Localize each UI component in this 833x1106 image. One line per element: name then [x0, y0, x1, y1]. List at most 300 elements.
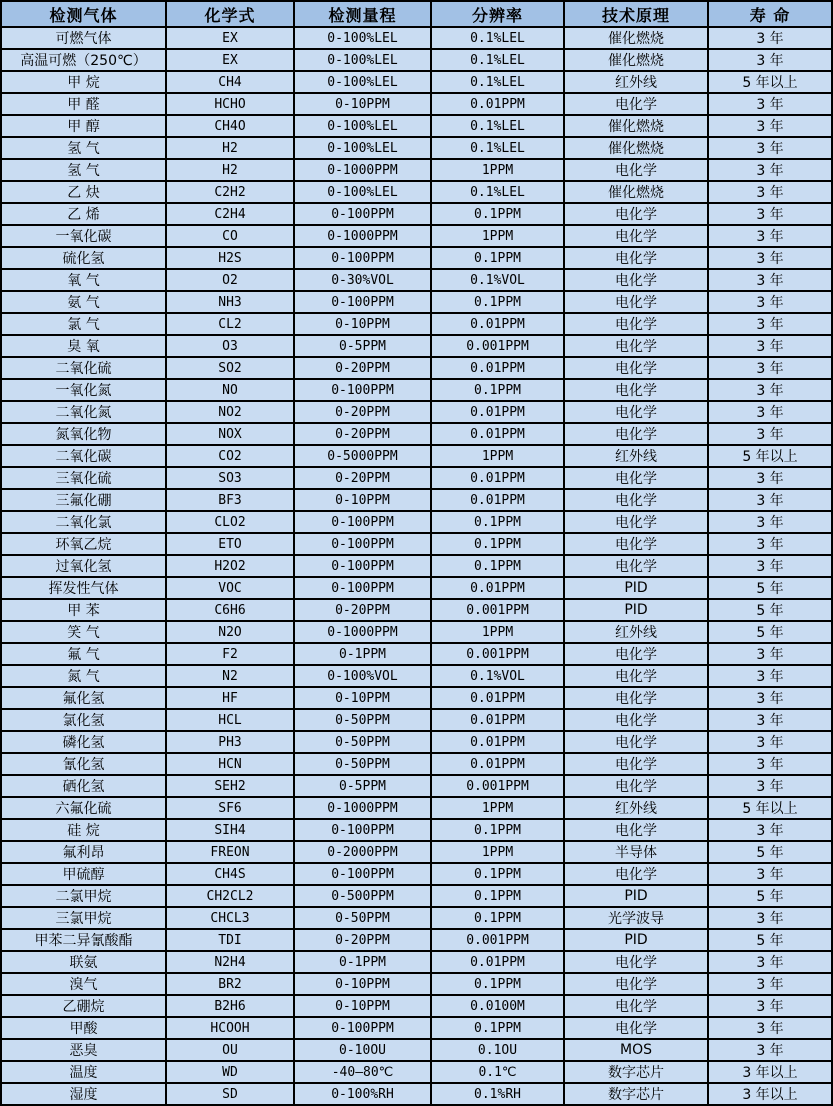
lifespan-cell: 3 年: [708, 533, 832, 555]
table-row: [1, 1083, 832, 1105]
lifespan-cell: 3 年: [708, 907, 832, 929]
resolution-cell: 0.01PPM: [431, 423, 564, 445]
principle-cell: 催化燃烧: [564, 137, 708, 159]
resolution-cell: 0.1PPM: [431, 203, 564, 225]
gas-name-cell: 二氧化硫: [1, 357, 166, 379]
range-cell: 0-50PPM: [294, 907, 431, 929]
resolution-cell: 0.001PPM: [431, 929, 564, 951]
table-row: [1, 357, 832, 379]
table-row: [1, 269, 832, 291]
principle-cell: 电化学: [564, 379, 708, 401]
principle-cell: 电化学: [564, 643, 708, 665]
gas-name-cell: 二氯甲烷: [1, 885, 166, 907]
principle-cell: 电化学: [564, 489, 708, 511]
table-row: [1, 907, 832, 929]
formula-cell: SO2: [166, 357, 294, 379]
principle-cell: 电化学: [564, 533, 708, 555]
lifespan-cell: 3 年: [708, 709, 832, 731]
gas-name-cell: 一氧化氮: [1, 379, 166, 401]
gas-name-cell: 联氨: [1, 951, 166, 973]
principle-cell: 数字芯片: [564, 1083, 708, 1105]
principle-cell: 催化燃烧: [564, 115, 708, 137]
principle-cell: 电化学: [564, 291, 708, 313]
resolution-cell: 0.01PPM: [431, 951, 564, 973]
table-row: [1, 445, 832, 467]
resolution-cell: 0.1%VOL: [431, 269, 564, 291]
lifespan-cell: 3 年: [708, 291, 832, 313]
lifespan-cell: 3 年以上: [708, 1083, 832, 1105]
gas-name-cell: 磷化氢: [1, 731, 166, 753]
resolution-cell: 0.1PPM: [431, 973, 564, 995]
resolution-cell: 0.1%LEL: [431, 137, 564, 159]
formula-cell: NO: [166, 379, 294, 401]
table-row: [1, 555, 832, 577]
lifespan-cell: 3 年: [708, 731, 832, 753]
range-cell: 0-5PPM: [294, 335, 431, 357]
range-cell: -40—80℃: [294, 1061, 431, 1083]
gas-name-cell: 三氧化硫: [1, 467, 166, 489]
table-row: [1, 863, 832, 885]
lifespan-cell: 3 年: [708, 973, 832, 995]
principle-cell: 电化学: [564, 775, 708, 797]
principle-cell: 电化学: [564, 93, 708, 115]
formula-cell: HCL: [166, 709, 294, 731]
resolution-cell: 0.01PPM: [431, 577, 564, 599]
range-cell: 0-50PPM: [294, 709, 431, 731]
resolution-cell: 0.1%LEL: [431, 115, 564, 137]
gas-name-cell: 硅 烷: [1, 819, 166, 841]
table-row: [1, 665, 832, 687]
principle-cell: 电化学: [564, 753, 708, 775]
range-cell: 0-1000PPM: [294, 621, 431, 643]
formula-cell: C2H4: [166, 203, 294, 225]
resolution-cell: 1PPM: [431, 797, 564, 819]
header-formula: 化学式: [166, 1, 294, 27]
resolution-cell: 0.0100M: [431, 995, 564, 1017]
header-resolution: 分辨率: [431, 1, 564, 27]
resolution-cell: 0.01PPM: [431, 731, 564, 753]
range-cell: 0-10PPM: [294, 973, 431, 995]
principle-cell: 电化学: [564, 247, 708, 269]
resolution-cell: 0.1PPM: [431, 863, 564, 885]
resolution-cell: 0.1%VOL: [431, 665, 564, 687]
lifespan-cell: 3 年: [708, 159, 832, 181]
range-cell: 0-10PPM: [294, 489, 431, 511]
formula-cell: SIH4: [166, 819, 294, 841]
principle-cell: 电化学: [564, 423, 708, 445]
gas-name-cell: 氨 气: [1, 291, 166, 313]
principle-cell: 红外线: [564, 621, 708, 643]
lifespan-cell: 5 年以上: [708, 71, 832, 93]
resolution-cell: 0.1PPM: [431, 511, 564, 533]
principle-cell: 电化学: [564, 159, 708, 181]
gas-name-cell: 氟化氢: [1, 687, 166, 709]
gas-name-cell: 甲硫醇: [1, 863, 166, 885]
lifespan-cell: 3 年: [708, 555, 832, 577]
formula-cell: C2H2: [166, 181, 294, 203]
lifespan-cell: 3 年: [708, 1017, 832, 1039]
resolution-cell: 1PPM: [431, 225, 564, 247]
formula-cell: FREON: [166, 841, 294, 863]
range-cell: 0-100PPM: [294, 291, 431, 313]
gas-name-cell: 溴气: [1, 973, 166, 995]
lifespan-cell: 3 年: [708, 511, 832, 533]
lifespan-cell: 5 年: [708, 577, 832, 599]
lifespan-cell: 3 年: [708, 423, 832, 445]
table-row: [1, 951, 832, 973]
table-row: [1, 775, 832, 797]
resolution-cell: 0.1PPM: [431, 819, 564, 841]
resolution-cell: 0.1PPM: [431, 555, 564, 577]
resolution-cell: 0.1PPM: [431, 533, 564, 555]
table-row: [1, 203, 832, 225]
principle-cell: 电化学: [564, 995, 708, 1017]
principle-cell: 电化学: [564, 973, 708, 995]
principle-cell: PID: [564, 599, 708, 621]
range-cell: 0-20PPM: [294, 357, 431, 379]
resolution-cell: 1PPM: [431, 159, 564, 181]
resolution-cell: 0.01PPM: [431, 357, 564, 379]
table-row: [1, 995, 832, 1017]
table-row: [1, 885, 832, 907]
range-cell: 0-10PPM: [294, 687, 431, 709]
principle-cell: 电化学: [564, 335, 708, 357]
table-row: [1, 841, 832, 863]
lifespan-cell: 3 年: [708, 225, 832, 247]
range-cell: 0-10PPM: [294, 93, 431, 115]
gas-name-cell: 甲酸: [1, 1017, 166, 1039]
gas-name-cell: 氢 气: [1, 137, 166, 159]
range-cell: 0-100%LEL: [294, 137, 431, 159]
resolution-cell: 0.001PPM: [431, 599, 564, 621]
formula-cell: N2H4: [166, 951, 294, 973]
table-row: [1, 1061, 832, 1083]
formula-cell: O3: [166, 335, 294, 357]
resolution-cell: 0.01PPM: [431, 93, 564, 115]
gas-name-cell: 氟利昂: [1, 841, 166, 863]
resolution-cell: 1PPM: [431, 445, 564, 467]
formula-cell: NH3: [166, 291, 294, 313]
range-cell: 0-50PPM: [294, 731, 431, 753]
range-cell: 0-5PPM: [294, 775, 431, 797]
gas-name-cell: 氰化氢: [1, 753, 166, 775]
gas-name-cell: 温度: [1, 1061, 166, 1083]
header-row: [1, 1, 832, 27]
lifespan-cell: 5 年以上: [708, 797, 832, 819]
resolution-cell: 0.01PPM: [431, 401, 564, 423]
formula-cell: H2: [166, 137, 294, 159]
lifespan-cell: 3 年: [708, 269, 832, 291]
formula-cell: BR2: [166, 973, 294, 995]
range-cell: 0-30%VOL: [294, 269, 431, 291]
range-cell: 0-2000PPM: [294, 841, 431, 863]
formula-cell: H2: [166, 159, 294, 181]
range-cell: 0-20PPM: [294, 423, 431, 445]
formula-cell: WD: [166, 1061, 294, 1083]
gas-name-cell: 氮 气: [1, 665, 166, 687]
range-cell: 0-1PPM: [294, 951, 431, 973]
resolution-cell: 1PPM: [431, 621, 564, 643]
range-cell: 0-10PPM: [294, 313, 431, 335]
principle-cell: 电化学: [564, 401, 708, 423]
formula-cell: CH2CL2: [166, 885, 294, 907]
lifespan-cell: 3 年: [708, 181, 832, 203]
gas-name-cell: 恶臭: [1, 1039, 166, 1061]
resolution-cell: 0.1%LEL: [431, 49, 564, 71]
gas-name-cell: 氮氧化物: [1, 423, 166, 445]
principle-cell: 催化燃烧: [564, 49, 708, 71]
formula-cell: CH4S: [166, 863, 294, 885]
formula-cell: EX: [166, 49, 294, 71]
range-cell: 0-100PPM: [294, 379, 431, 401]
range-cell: 0-100%LEL: [294, 71, 431, 93]
range-cell: 0-100PPM: [294, 577, 431, 599]
resolution-cell: 0.1PPM: [431, 885, 564, 907]
resolution-cell: 0.1PPM: [431, 907, 564, 929]
header-principle: 技术原理: [564, 1, 708, 27]
range-cell: 0-10OU: [294, 1039, 431, 1061]
formula-cell: H2S: [166, 247, 294, 269]
resolution-cell: 0.1PPM: [431, 247, 564, 269]
formula-cell: H2O2: [166, 555, 294, 577]
gas-name-cell: 二氧化氯: [1, 511, 166, 533]
principle-cell: 电化学: [564, 555, 708, 577]
lifespan-cell: 5 年: [708, 599, 832, 621]
range-cell: 0-20PPM: [294, 401, 431, 423]
formula-cell: SD: [166, 1083, 294, 1105]
principle-cell: 数字芯片: [564, 1061, 708, 1083]
formula-cell: NO2: [166, 401, 294, 423]
range-cell: 0-100%LEL: [294, 181, 431, 203]
principle-cell: 电化学: [564, 665, 708, 687]
lifespan-cell: 3 年: [708, 863, 832, 885]
table-row: [1, 599, 832, 621]
principle-cell: 电化学: [564, 731, 708, 753]
range-cell: 0-1000PPM: [294, 159, 431, 181]
principle-cell: PID: [564, 885, 708, 907]
gas-name-cell: 硒化氢: [1, 775, 166, 797]
range-cell: 0-100%LEL: [294, 27, 431, 49]
formula-cell: HCHO: [166, 93, 294, 115]
gas-name-cell: 六氟化硫: [1, 797, 166, 819]
range-cell: 0-20PPM: [294, 929, 431, 951]
formula-cell: SF6: [166, 797, 294, 819]
table-row: [1, 511, 832, 533]
gas-name-cell: 一氧化碳: [1, 225, 166, 247]
lifespan-cell: 3 年: [708, 27, 832, 49]
gas-name-cell: 甲 醛: [1, 93, 166, 115]
lifespan-cell: 3 年以上: [708, 1061, 832, 1083]
formula-cell: NOX: [166, 423, 294, 445]
resolution-cell: 0.1%LEL: [431, 71, 564, 93]
principle-cell: 电化学: [564, 819, 708, 841]
principle-cell: 光学波导: [564, 907, 708, 929]
lifespan-cell: 5 年: [708, 621, 832, 643]
range-cell: 0-100PPM: [294, 247, 431, 269]
table-row: [1, 973, 832, 995]
range-cell: 0-100%VOL: [294, 665, 431, 687]
resolution-cell: 0.01PPM: [431, 709, 564, 731]
lifespan-cell: 3 年: [708, 137, 832, 159]
principle-cell: PID: [564, 577, 708, 599]
formula-cell: PH3: [166, 731, 294, 753]
principle-cell: 红外线: [564, 71, 708, 93]
header-lifespan: 寿 命: [708, 1, 832, 27]
resolution-cell: 0.1%LEL: [431, 27, 564, 49]
principle-cell: 催化燃烧: [564, 181, 708, 203]
table-row: [1, 379, 832, 401]
table-row: [1, 687, 832, 709]
principle-cell: 电化学: [564, 269, 708, 291]
lifespan-cell: 5 年: [708, 929, 832, 951]
table-row: [1, 731, 832, 753]
gas-name-cell: 氟 气: [1, 643, 166, 665]
principle-cell: 红外线: [564, 797, 708, 819]
table-row: [1, 335, 832, 357]
principle-cell: 电化学: [564, 511, 708, 533]
formula-cell: TDI: [166, 929, 294, 951]
gas-name-cell: 甲 苯: [1, 599, 166, 621]
resolution-cell: 0.1OU: [431, 1039, 564, 1061]
range-cell: 0-20PPM: [294, 599, 431, 621]
resolution-cell: 0.01PPM: [431, 753, 564, 775]
formula-cell: SEH2: [166, 775, 294, 797]
formula-cell: CH4: [166, 71, 294, 93]
range-cell: 0-1000PPM: [294, 797, 431, 819]
table-row: [1, 159, 832, 181]
range-cell: 0-100%RH: [294, 1083, 431, 1105]
formula-cell: CH4O: [166, 115, 294, 137]
principle-cell: 电化学: [564, 203, 708, 225]
resolution-cell: 0.01PPM: [431, 489, 564, 511]
table-row: [1, 929, 832, 951]
principle-cell: 电化学: [564, 1017, 708, 1039]
lifespan-cell: 5 年: [708, 841, 832, 863]
gas-name-cell: 二氧化碳: [1, 445, 166, 467]
table-row: [1, 1017, 832, 1039]
table-row: [1, 291, 832, 313]
range-cell: 0-100PPM: [294, 1017, 431, 1039]
header-range: 检测量程: [294, 1, 431, 27]
range-cell: 0-100%LEL: [294, 115, 431, 137]
principle-cell: 红外线: [564, 445, 708, 467]
lifespan-cell: 3 年: [708, 775, 832, 797]
table-row: [1, 49, 832, 71]
resolution-cell: 0.01PPM: [431, 467, 564, 489]
gas-name-cell: 氯化氢: [1, 709, 166, 731]
formula-cell: N2: [166, 665, 294, 687]
lifespan-cell: 3 年: [708, 203, 832, 225]
table-row: [1, 577, 832, 599]
range-cell: 0-100PPM: [294, 511, 431, 533]
resolution-cell: 0.001PPM: [431, 335, 564, 357]
lifespan-cell: 3 年: [708, 753, 832, 775]
gas-name-cell: 二氧化氮: [1, 401, 166, 423]
resolution-cell: 0.1PPM: [431, 379, 564, 401]
principle-cell: 半导体: [564, 841, 708, 863]
lifespan-cell: 3 年: [708, 49, 832, 71]
formula-cell: CO: [166, 225, 294, 247]
resolution-cell: 0.1PPM: [431, 1017, 564, 1039]
formula-cell: F2: [166, 643, 294, 665]
gas-name-cell: 氢 气: [1, 159, 166, 181]
gas-name-cell: 乙 炔: [1, 181, 166, 203]
gas-name-cell: 笑 气: [1, 621, 166, 643]
table-row: [1, 137, 832, 159]
range-cell: 0-500PPM: [294, 885, 431, 907]
formula-cell: CL2: [166, 313, 294, 335]
formula-cell: CHCL3: [166, 907, 294, 929]
table-row: [1, 71, 832, 93]
range-cell: 0-100PPM: [294, 819, 431, 841]
principle-cell: PID: [564, 929, 708, 951]
lifespan-cell: 3 年: [708, 313, 832, 335]
resolution-cell: 0.01PPM: [431, 687, 564, 709]
formula-cell: O2: [166, 269, 294, 291]
resolution-cell: 0.01PPM: [431, 313, 564, 335]
principle-cell: 电化学: [564, 225, 708, 247]
formula-cell: N2O: [166, 621, 294, 643]
lifespan-cell: 3 年: [708, 401, 832, 423]
resolution-cell: 1PPM: [431, 841, 564, 863]
principle-cell: 电化学: [564, 357, 708, 379]
table-row: [1, 467, 832, 489]
table-row: [1, 313, 832, 335]
gas-name-cell: 高温可燃（250℃）: [1, 49, 166, 71]
resolution-cell: 0.1%RH: [431, 1083, 564, 1105]
table-row: [1, 115, 832, 137]
formula-cell: HCN: [166, 753, 294, 775]
gas-name-cell: 过氧化氢: [1, 555, 166, 577]
gas-name-cell: 湿度: [1, 1083, 166, 1105]
lifespan-cell: 3 年: [708, 995, 832, 1017]
gas-name-cell: 氯 气: [1, 313, 166, 335]
range-cell: 0-20PPM: [294, 467, 431, 489]
lifespan-cell: 3 年: [708, 819, 832, 841]
table-row: [1, 709, 832, 731]
range-cell: 0-10PPM: [294, 995, 431, 1017]
lifespan-cell: 3 年: [708, 379, 832, 401]
gas-name-cell: 甲 醇: [1, 115, 166, 137]
formula-cell: CO2: [166, 445, 294, 467]
gas-name-cell: 挥发性气体: [1, 577, 166, 599]
gas-name-cell: 甲苯二异氰酸酯: [1, 929, 166, 951]
principle-cell: 电化学: [564, 709, 708, 731]
table-row: [1, 401, 832, 423]
table-header: [1, 1, 832, 27]
lifespan-cell: 3 年: [708, 93, 832, 115]
range-cell: 0-100%LEL: [294, 49, 431, 71]
principle-cell: 电化学: [564, 467, 708, 489]
gas-name-cell: 氧 气: [1, 269, 166, 291]
lifespan-cell: 3 年: [708, 1039, 832, 1061]
table-row: [1, 247, 832, 269]
resolution-cell: 0.1PPM: [431, 291, 564, 313]
formula-cell: BF3: [166, 489, 294, 511]
gas-name-cell: 乙硼烷: [1, 995, 166, 1017]
range-cell: 0-100PPM: [294, 203, 431, 225]
table-row: [1, 621, 832, 643]
principle-cell: 电化学: [564, 313, 708, 335]
formula-cell: VOC: [166, 577, 294, 599]
resolution-cell: 0.1℃: [431, 1061, 564, 1083]
lifespan-cell: 3 年: [708, 489, 832, 511]
gas-name-cell: 甲 烷: [1, 71, 166, 93]
gas-name-cell: 臭 氧: [1, 335, 166, 357]
lifespan-cell: 3 年: [708, 357, 832, 379]
range-cell: 0-50PPM: [294, 753, 431, 775]
formula-cell: B2H6: [166, 995, 294, 1017]
